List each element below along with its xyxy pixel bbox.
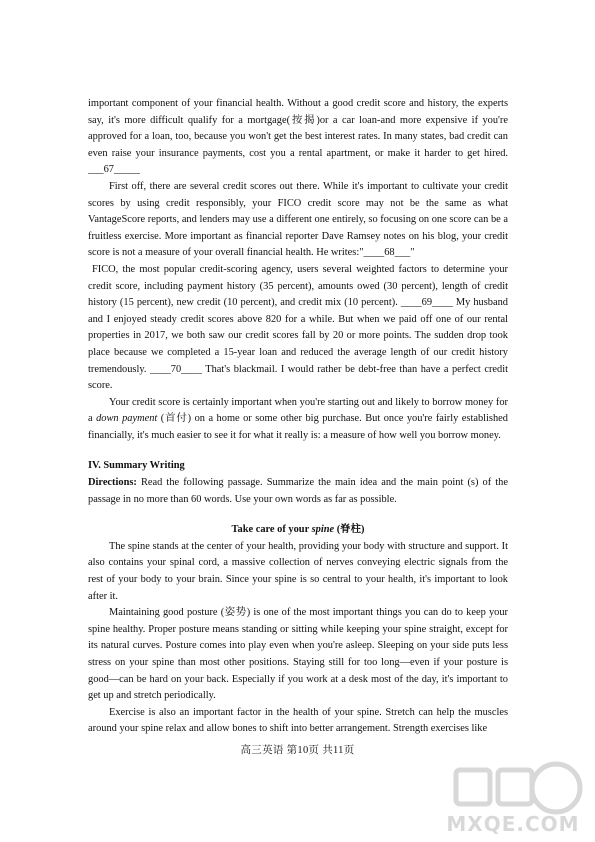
section-spacer (88, 444, 508, 458)
title-spacer (88, 508, 508, 522)
page-footer: 高三英语 第10页 共11页 (240, 745, 355, 756)
passage-paragraph-2: First off, there are several credit scores out there. While it's important to cultivate your credit scores by using credit responsibly, your FICO credit score may not be the same as what VantageScore reports, and lenders may use a different one entirely, so focusing on one score can be a fruitless exercise. More important as financial reporter Dave Ramsey notes on his blog, your credit score is not a measure of your overall financial health. He writes:"____68___" (88, 180, 508, 259)
title-suffix: (脊柱) (334, 524, 365, 536)
passage-paragraph-3: FICO, the most popular credit-scoring agency, users several weighted factors to determine your credit score, including payment history (35 percent), amounts owed (30 percent), length of credit history (15 percent), new credit (10 percent), and credit mix (10 percent). ____69____ My husband and I enjoyed steady credit scores above 820 for a while. But when we paid off one of our rental properties in 2017, we both saw our credit scores fall by 20 or more points. The sudden drop took place because we completed a 15-year loan and reduced the average length of our credit history tremendously. ____70____ That's blackmail. I would rather be debt-free than have a perfect credit score. (88, 263, 508, 392)
watermark-logo (438, 760, 588, 840)
summary-paragraph-1: The spine stands at the center of your health, providing your body with structure and support. It also contains your spinal cord, a massive collection of nerves conveying electric signals from the rest of your body to your brain. Since your spine is so central to your health, it's important to look after it. (88, 540, 508, 602)
paragraph-4-text-before: Your credit score is certainly important when you're starting out and likely to borrow money for a (88, 396, 508, 425)
summary-paragraph-2: Maintaining good posture (姿势) is one of the most important things you can do to keep your spine healthy. Proper posture means standing or sitting while keeping your spine straight, except for its natural curves. Posture comes into play even when you're asleep. Sleeping on your side puts less stress on your spine than most other positions. Staying still for too long—even if your posture is good—can be hard on your back. Especially if you work at a desk most of the day, it's important to get up and stretch periodically. (88, 607, 508, 702)
directions-label: Directions: (88, 477, 137, 489)
passage-title (88, 522, 508, 539)
summary-paragraph-3: Exercise is also an important factor in the health of your spine. Stretch can help the muscles around your spine relax and allow bones to shift into better arrangement. Strength exercises like (88, 706, 508, 735)
page-content (88, 96, 508, 738)
watermark-emblem-icon (438, 760, 588, 816)
passage-paragraph-4 (88, 395, 508, 445)
directions (88, 475, 508, 508)
directions-text: Read the following passage. Summarize the main idea and the main point (s) of the passage in no more than 60 words. Use your own words as far as possible. (88, 477, 508, 505)
paragraph-4-text-after: (首付) on a home or some other big purchase. But once you're fairly established financially, it's much easier to see it for what it really is: a measure of how well you borrow money. (88, 413, 508, 441)
section-heading: IV. Summary Writing (88, 460, 185, 472)
title-prefix: Take care of your (231, 524, 312, 536)
watermark-text: MXQE.COM (446, 812, 580, 836)
passage-paragraph-1: important component of your financial health. Without a good credit score and history, the experts say, it's more difficult qualify for a mortgage(按揭)or a car loan-and more expensive if you're approved for a loan, too, because you won't get the best interest rates. In many states, bad credit can even raise your insurance payments, cost you a rental apartment, or make it harder to get hired. ___67_____ (88, 98, 508, 176)
down-payment-term: down payment (96, 413, 158, 425)
title-italic-word: spine (311, 524, 335, 536)
